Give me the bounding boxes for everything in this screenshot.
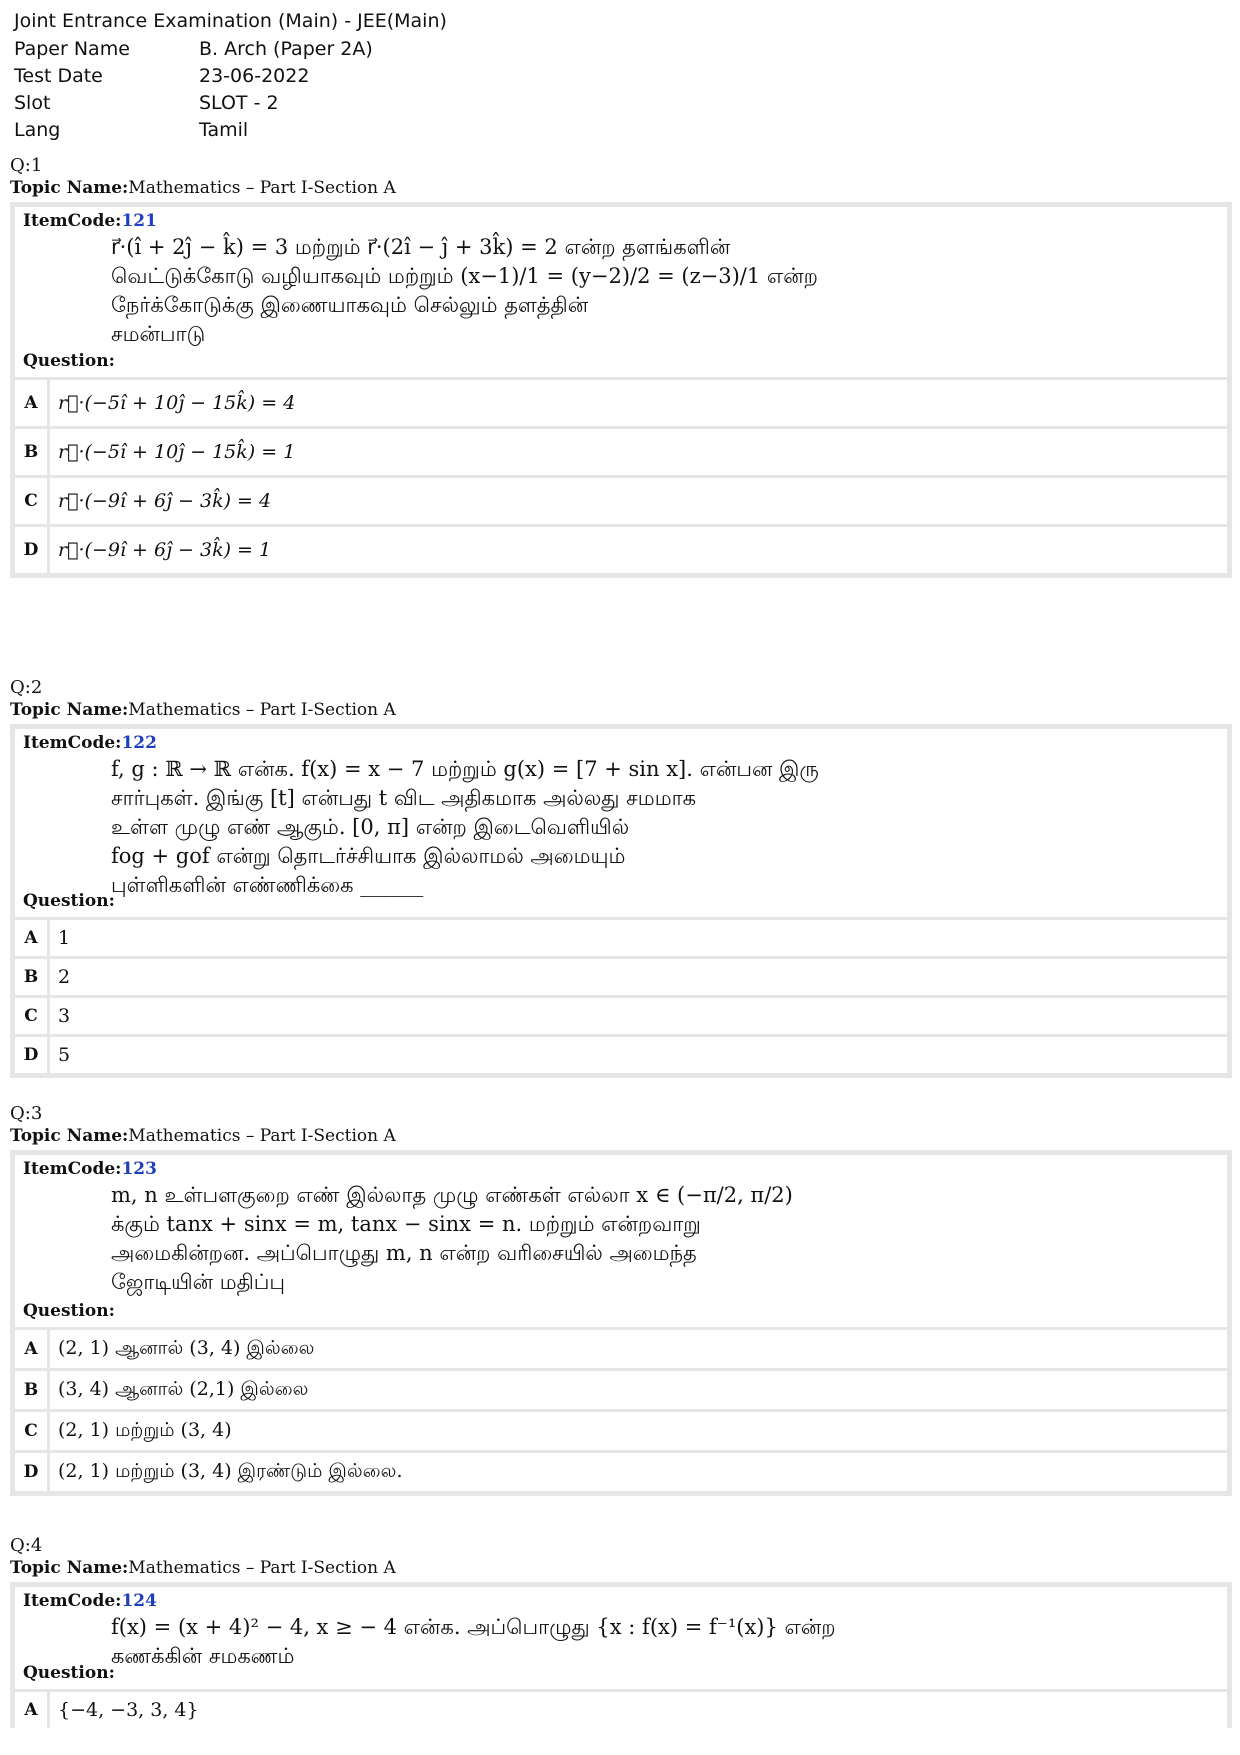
stem-text: f, g : ℝ → ℝ என்க. f(x) = x − 7 மற்றும் g(x) = [7 + sin x]. என்பன இரு சார்புகள். இங்கு [t] என்பது t விட அதிகமாக அல்லது சமமாக உள்ள முழு எண் ஆகும். [0, π] என்ற இடைவெளியில் fog + gof என்று தொடர்ச்சியாக இல்லாமல் அமையும் புள்ளிகளின் எண்ணிக்கை ______ [111, 757, 819, 897]
question-label: Question: [23, 1301, 115, 1321]
question-box [10, 202, 1232, 578]
option-row[interactable]: A (2, 1) ஆனால் (3, 4) இல்லை [15, 1330, 1227, 1371]
question-block-1 [10, 155, 1232, 578]
stem-text: m, n உள்பளகுறை எண் இல்லாத முழு எண்கள் எல்லா x ∈ (−π/2, π/2) க்கும் tanx + sinx = m, tanx − sinx = n. மற்றும் என்றவாறு அமைகின்றன. அப்பொழுது m, n என்ற வரிசையில் அமைந்த ஜோடியின் மதிப்பு [111, 1183, 793, 1294]
question-stem [15, 1155, 1227, 1330]
meta-row-lang [14, 117, 1226, 144]
question-number: Q:4 [10, 1535, 43, 1556]
meta-row-paper-name [14, 36, 1226, 63]
exam-title: Joint Entrance Examination (Main) - JEE(Main) [14, 10, 447, 32]
option-row[interactable]: A {−4, −3, 3, 4} [15, 1692, 1227, 1728]
question-number: Q:1 [10, 155, 43, 176]
option-row[interactable]: A r⃗·(−5î + 10ĵ − 15k̂) = 4 [15, 380, 1227, 429]
option-row[interactable]: D r⃗·(−9î + 6ĵ − 3k̂) = 1 [15, 527, 1227, 573]
topic-line: Topic Name:Mathematics – Part I-Section A [10, 700, 396, 720]
stem-text: f(x) = (x + 4)² − 4, x ≥ − 4 என்க. அப்பொழுது {x : f(x) = f⁻¹(x)} என்ற கணக்கின் சமகணம் [111, 1615, 836, 1668]
option-row[interactable]: B r⃗·(−5î + 10ĵ − 15k̂) = 1 [15, 429, 1227, 478]
stem-text: r⃗·(î + 2ĵ − k̂) = 3 மற்றும் r⃗·(2î − ĵ + 3k̂) = 2 என்ற தளங்களின் வெட்டுக்கோடு வழியாகவும் மற்றும் (x−1)/1 = (y−2)/2 = (z−3)/1 என்ற நேர்க்கோடுக்கு இணையாகவும் செல்லும் தளத்தின் சமன்பாடு [111, 235, 818, 346]
question-label: Question: [23, 351, 115, 371]
question-block-4 [10, 1535, 1232, 1728]
topic-line: Topic Name:Mathematics – Part I-Section A [10, 1558, 396, 1578]
option-row[interactable]: D 5 [15, 1037, 1227, 1073]
item-code: ItemCode:121 [23, 211, 157, 231]
question-box [10, 724, 1232, 1078]
option-row[interactable]: A 1 [15, 920, 1227, 959]
exam-header [0, 0, 1240, 144]
meta-row-slot [14, 90, 1226, 117]
option-row[interactable]: C r⃗·(−9î + 6ĵ − 3k̂) = 4 [15, 478, 1227, 527]
question-stem [15, 207, 1227, 380]
meta-key: Lang [14, 119, 61, 141]
option-row[interactable]: D (2, 1) மற்றும் (3, 4) இரண்டும் இல்லை. [15, 1453, 1227, 1491]
question-stem [15, 729, 1227, 920]
question-box [10, 1150, 1232, 1496]
question-block-3 [10, 1103, 1232, 1496]
option-row[interactable]: B 2 [15, 959, 1227, 998]
meta-key: Paper Name [14, 38, 130, 60]
question-label: Question: [23, 1663, 115, 1683]
question-number: Q:3 [10, 1103, 43, 1124]
question-number: Q:2 [10, 677, 43, 698]
item-code: ItemCode:123 [23, 1159, 157, 1179]
item-code: ItemCode:122 [23, 733, 157, 753]
meta-value: 23-06-2022 [199, 65, 310, 87]
question-stem [15, 1587, 1227, 1692]
item-code: ItemCode:124 [23, 1591, 157, 1611]
meta-value: B. Arch (Paper 2A) [199, 38, 373, 60]
meta-key: Slot [14, 92, 51, 114]
meta-key: Test Date [14, 65, 103, 87]
option-row[interactable]: C 3 [15, 998, 1227, 1037]
question-block-2 [10, 677, 1232, 1078]
question-label: Question: [23, 891, 115, 911]
meta-row-test-date [14, 63, 1226, 90]
question-box [10, 1582, 1232, 1728]
meta-value: SLOT - 2 [199, 92, 279, 114]
topic-line: Topic Name:Mathematics – Part I-Section A [10, 178, 396, 198]
option-row[interactable]: B (3, 4) ஆனால் (2,1) இல்லை [15, 1371, 1227, 1412]
topic-line: Topic Name:Mathematics – Part I-Section A [10, 1126, 396, 1146]
option-row[interactable]: C (2, 1) மற்றும் (3, 4) [15, 1412, 1227, 1453]
meta-value: Tamil [199, 119, 249, 141]
